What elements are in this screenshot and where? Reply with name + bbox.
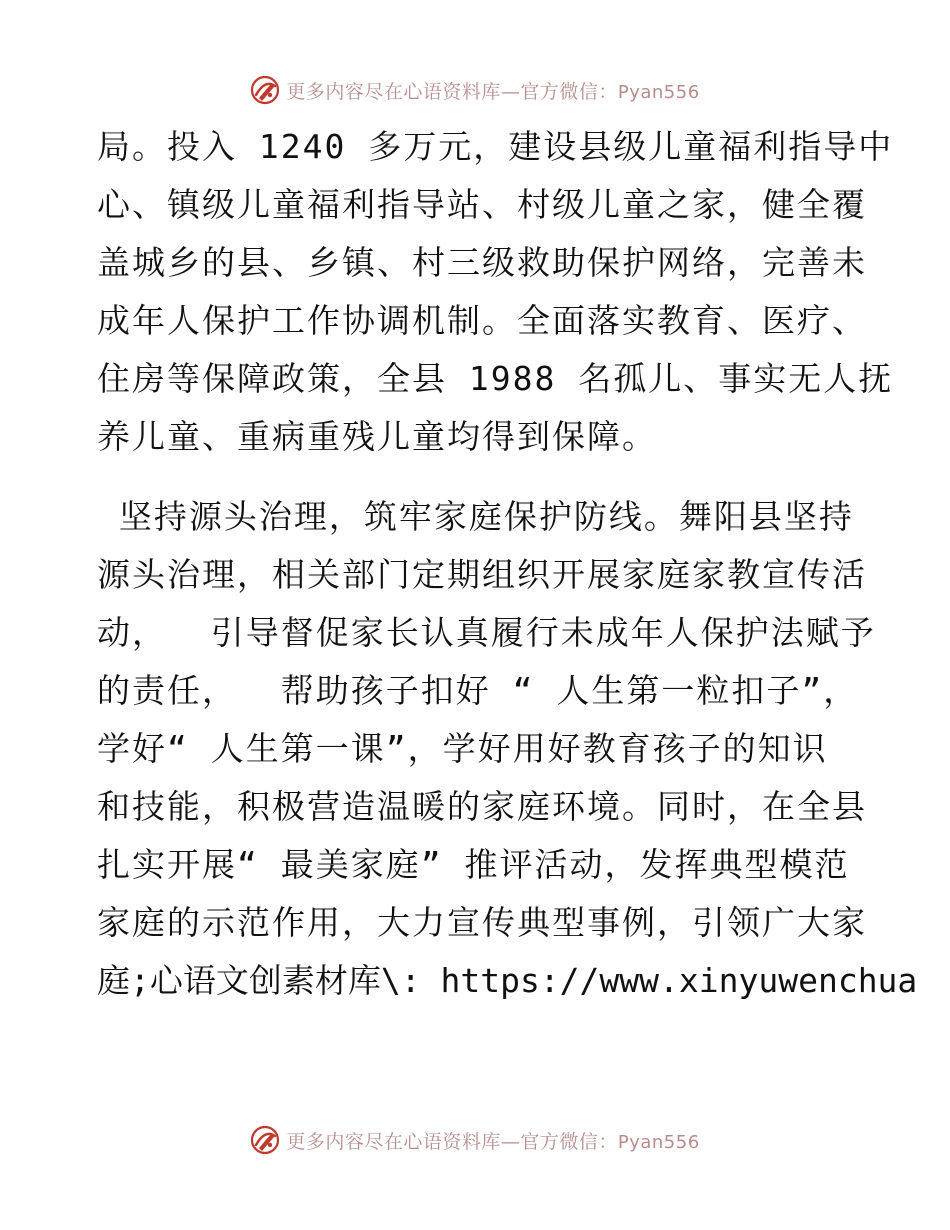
text-line: 扎实开展“ 最美家庭” 推评活动，发挥典型模范 <box>97 845 850 884</box>
watermark-text: 更多内容尽在心语资料库—官方微信：Pyan556 <box>286 1130 700 1153</box>
text-line: 庭;心语文创素材库\: https://www.xinyuwenchua <box>97 961 918 1000</box>
brand-logo-icon <box>250 1125 280 1155</box>
text-line: 家庭的示范作用，大力宣传典型事例，引领广大家 <box>97 903 867 942</box>
text-line: 局。投入 1240 多万元，建设县级儿童福利指导中 <box>97 127 894 166</box>
brand-logo-icon <box>250 75 280 105</box>
header-watermark <box>0 73 950 107</box>
document-body <box>97 118 918 1010</box>
footer-watermark <box>0 1123 950 1157</box>
text-line: 学好“ 人生第一课”，学好用好教育孩子的知识 <box>97 729 828 768</box>
text-line: 坚持源头治理，筑牢家庭保护防线。舞阳县坚持 <box>97 497 854 536</box>
text-line: 盖城乡的县、乡镇、村三级救助保护网络，完善未 <box>97 243 867 282</box>
text-line: 和技能，积极营造温暖的家庭环境。同时，在全县 <box>97 787 867 826</box>
paragraph <box>97 488 918 1010</box>
text-line: 养儿童、重病重残儿童均得到保障。 <box>97 417 657 456</box>
paragraph <box>97 118 894 466</box>
watermark-text: 更多内容尽在心语资料库—官方微信：Pyan556 <box>286 80 700 103</box>
text-line: 成年人保护工作协调机制。全面落实教育、医疗、 <box>97 301 867 340</box>
text-line: 动， 引导督促家长认真履行未成年人保护法赋予 <box>97 613 876 652</box>
text-line: 源头治理，相关部门定期组织开展家庭家教宣传活 <box>97 555 867 594</box>
text-line: 住房等保障政策，全县 1988 名孤儿、事实无人抚 <box>97 359 894 398</box>
text-line: 的责任， 帮助孩子扣好 “ 人生第一粒扣子”， <box>97 671 859 710</box>
paragraph-spacer <box>97 466 857 488</box>
text-line: 心、镇级儿童福利指导站、村级儿童之家，健全覆 <box>97 185 867 224</box>
